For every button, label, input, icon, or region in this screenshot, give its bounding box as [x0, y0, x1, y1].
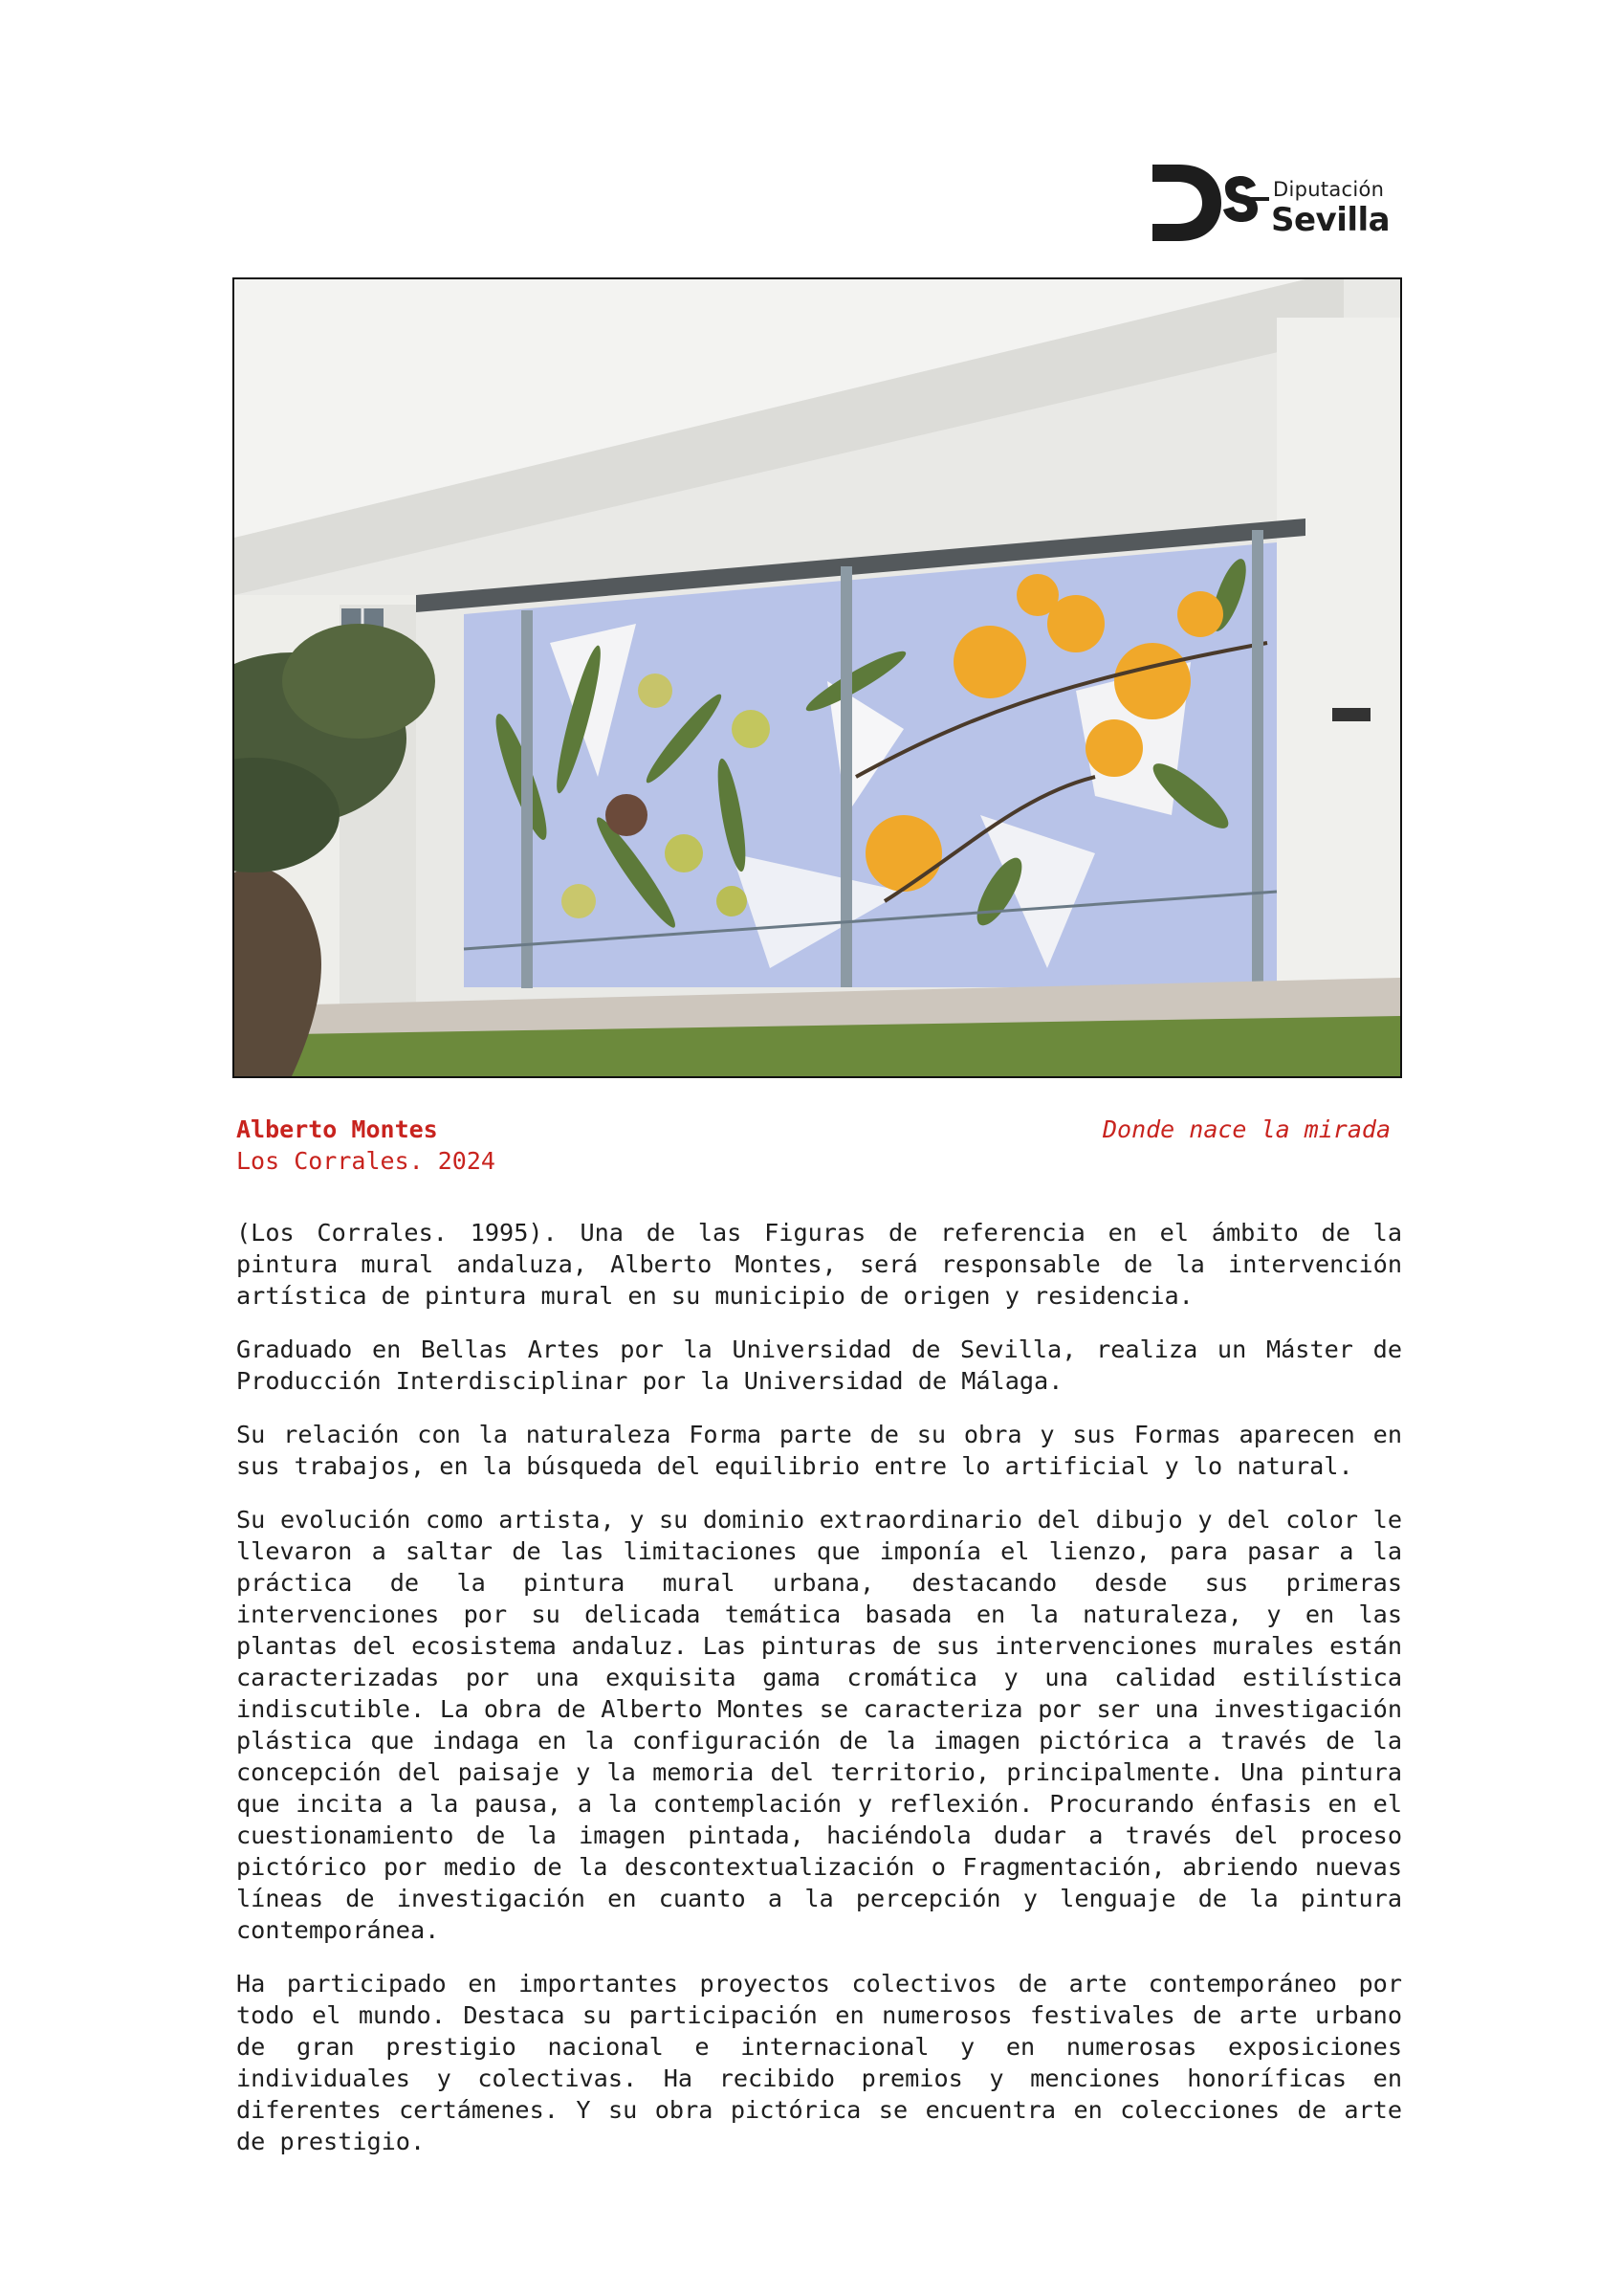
paragraph: Su evolución como artista, y su dominio extraordinario del dibujo y del color le llevaron a saltar de las limitaciones que imponía el lienzo, para pasar a la práctica de la pintura mural urbana, destacando desde sus primeras intervenciones por su delicada temática basada en la naturaleza, y en las plantas del ecosistema andaluz. Las pinturas de sus intervenciones murales están caracterizadas por una exquisita gama cromática y una calidad estilística indiscutible. La obra de Alberto Montes se caracteriza por ser una investigación plástica que indaga en la configuración de la imagen pictórica a través de la concepción del paisaje y la memoria del territorio, principalmente. Una pintura que incita a la pausa, a la contemplación y reflexión. Procurando énfasis en el cuestionamiento de la imagen pintada, haciéndola dudar a través del proceso pictórico por medio de la descontextualización o Fragmentación, abriendo nuevas líneas de investigación en cuanto a la percepción y lenguaje de la pintura contemporánea. — [236, 1506, 1402, 1944]
work-title: Donde nace la mirada — [1102, 1115, 1391, 1143]
paragraph: (Los Corrales. 1995). Una de las Figuras de referencia en el ámbito de la pintura mural andaluza, Alberto Montes, será responsable de la intervención artística de pintura mural en su municipio de origen y residencia. — [236, 1219, 1402, 1310]
diputacion-sevilla-logo — [1151, 159, 1390, 247]
logo-text-diputacion: Diputación — [1273, 178, 1385, 201]
dse-logo-mark-icon — [1151, 159, 1270, 247]
paragraph: Ha participado en importantes proyectos colectivos de arte contemporáneo por todo el mundo. Destaca su participación en numerosos festivales de arte urbano de gran prestigio nacional e internacional y en numerosas exposiciones individuales y colectivas. Ha recibido premios y menciones honoríficas en diferentes certámenes. Y su obra pictórica se encuentra en colecciones de arte de prestigio. — [236, 1970, 1402, 2155]
logo-text-sevilla: Sevilla — [1271, 201, 1391, 239]
mural-photograph — [232, 277, 1402, 1078]
paragraph: Graduado en Bellas Artes por la Universidad de Sevilla, realiza un Máster de Producción Interdisciplinar por la Universidad de Málaga. — [236, 1336, 1402, 1395]
place-year: Los Corrales. 2024 — [236, 1147, 495, 1175]
biography-text — [236, 1217, 1402, 2179]
mural-illustration — [234, 279, 1400, 1076]
artist-name: Alberto Montes — [236, 1115, 438, 1143]
paragraph: Su relación con la naturaleza Forma parte de su obra y sus Formas aparecen en sus trabajos, en la búsqueda del equilibrio entre lo artificial y lo natural. — [236, 1421, 1402, 1480]
